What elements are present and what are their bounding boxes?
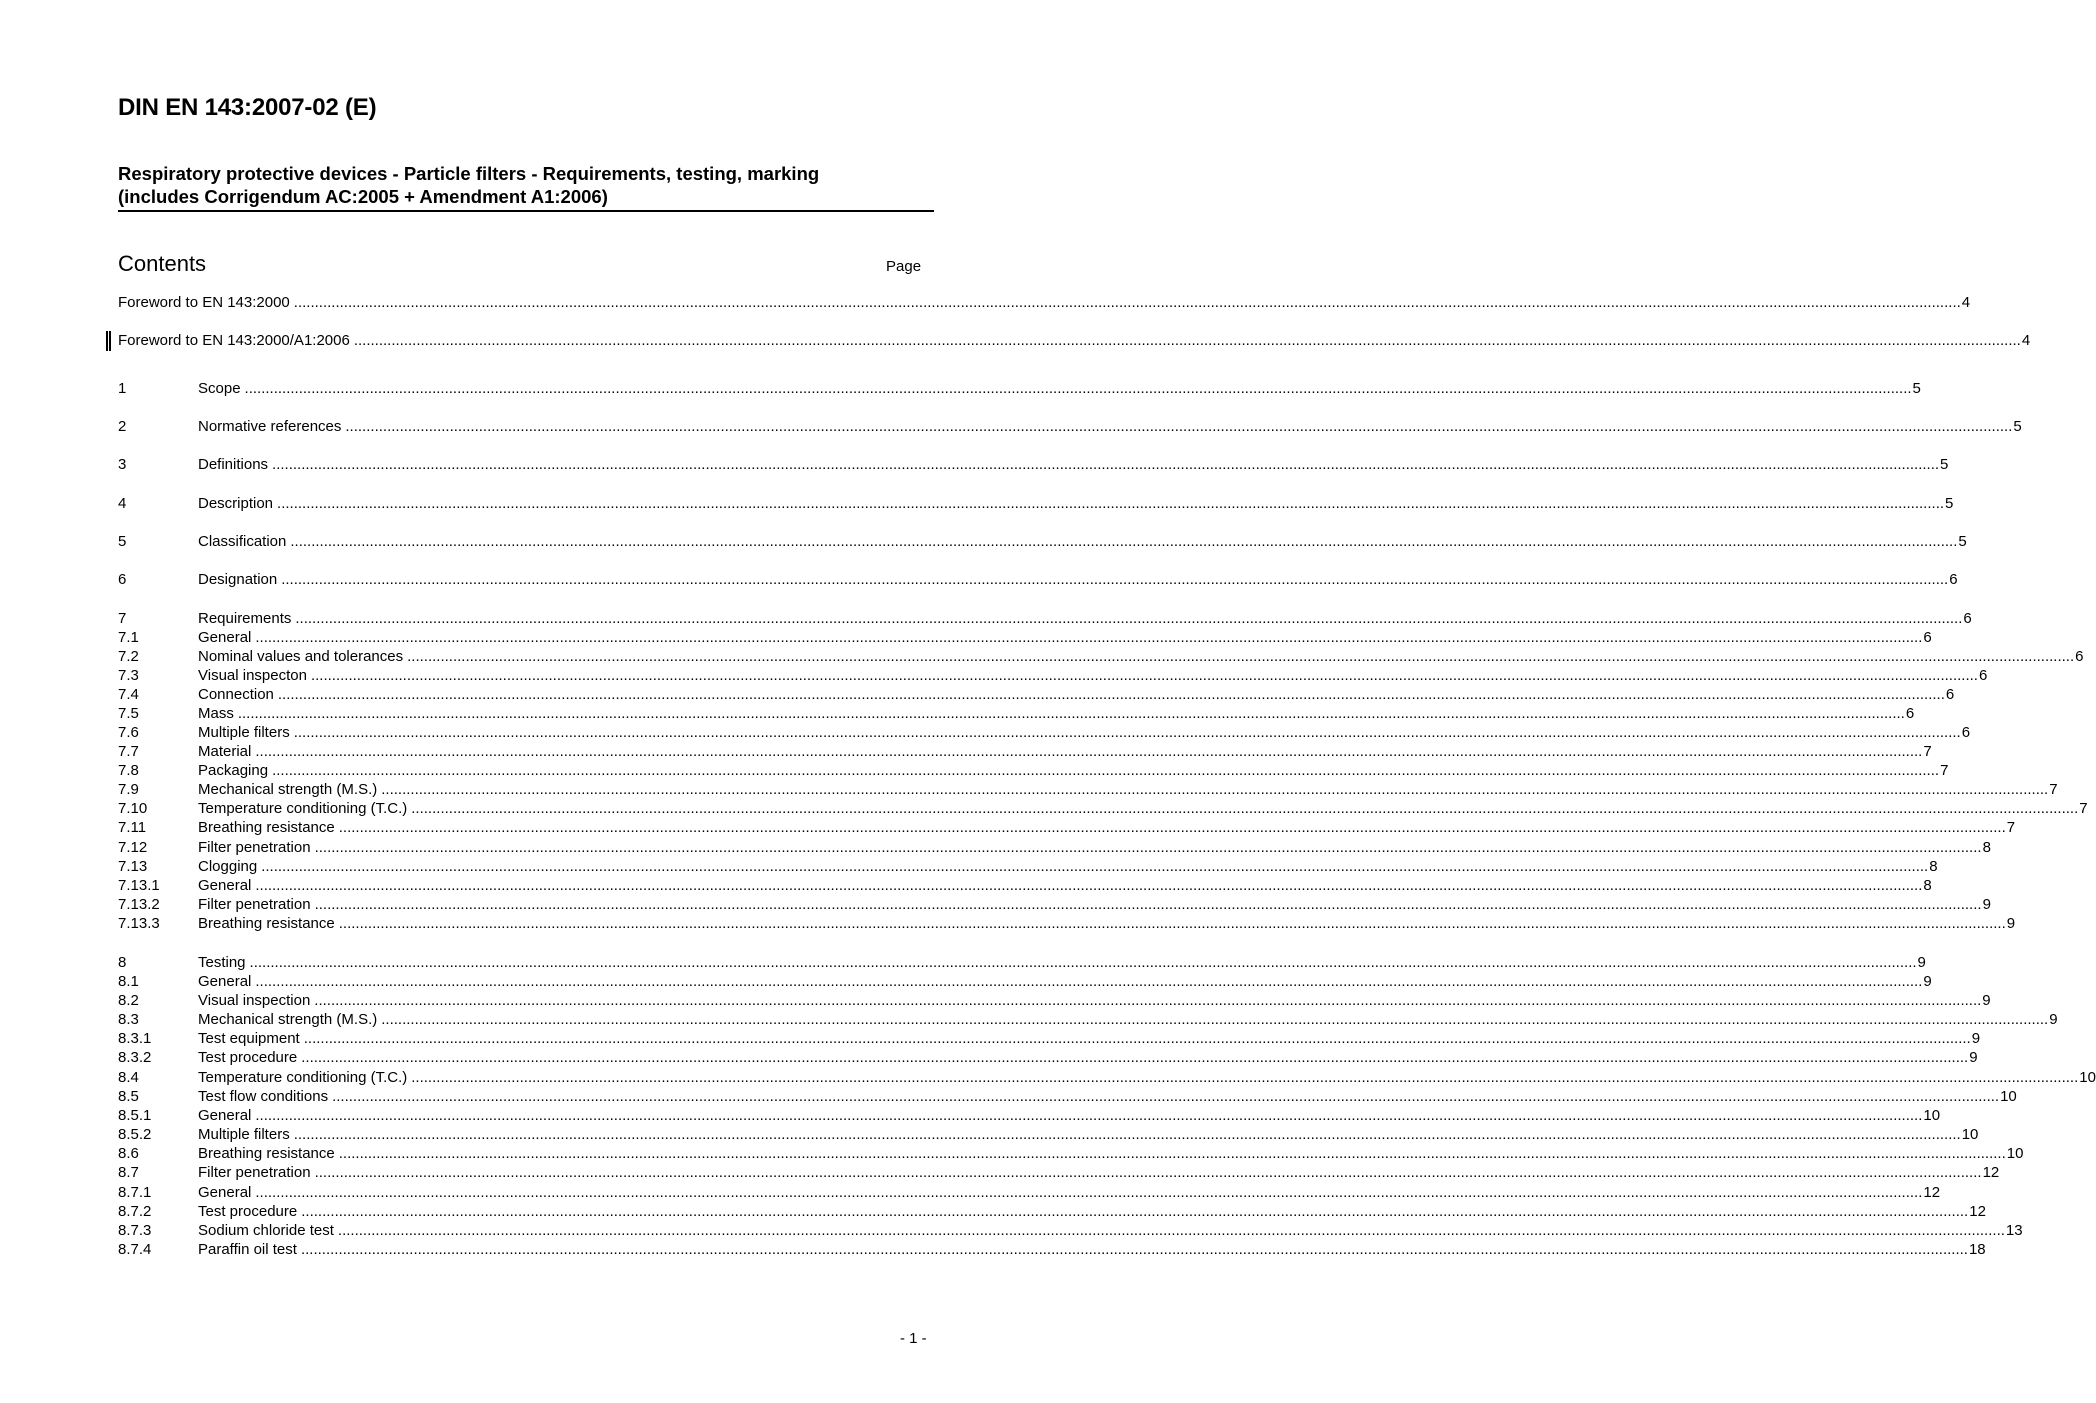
toc-entry-number: 7.13.1: [118, 877, 160, 894]
toc-entry-page: 4: [1961, 294, 1971, 311]
toc-entry-number: 8.3: [118, 1011, 139, 1028]
toc-entry-title: Test procedure: [198, 1049, 298, 1066]
toc-leader-dots: ................................................................................................................................................................................................................................................................................................................................................................................................................: [255, 629, 1923, 646]
toc-entry[interactable]: [118, 570, 1958, 589]
toc-entry-title: General: [198, 1184, 252, 1201]
toc-leader-dots: ................................................................................................................................................................................................................................................................................................................................................................................................................: [290, 533, 1958, 550]
toc-entry[interactable]: [118, 723, 1971, 742]
toc-entry-page: 5: [1958, 533, 1967, 550]
toc-entry-number: 7.6: [118, 724, 139, 741]
toc-entry[interactable]: [118, 799, 2088, 818]
toc-entry-page: 7: [2049, 781, 2058, 798]
toc-entry[interactable]: [118, 1240, 1986, 1259]
toc-entry[interactable]: [118, 742, 1932, 761]
toc-entry-number: 7.11: [118, 819, 147, 836]
page-column-label: Page: [886, 258, 922, 275]
toc-entry-title: Test procedure: [198, 1203, 298, 1220]
toc-entry-number: 8.3.2: [118, 1049, 152, 1066]
toc-entry-title: Filter penetration: [198, 1164, 311, 1181]
toc-entry-number: 2: [118, 418, 127, 435]
toc-entry[interactable]: [118, 1202, 1986, 1221]
toc-entry-page: 5: [1940, 456, 1949, 473]
toc-entry-number: 7.5: [118, 705, 139, 722]
toc-entry[interactable]: [118, 293, 1971, 312]
toc-leader-dots: ................................................................................................................................................................................................................................................................................................................................................................................................................: [345, 418, 2013, 435]
toc-entry-page: 7: [1940, 762, 1949, 779]
toc-entry-page: 8: [1923, 877, 1932, 894]
toc-leader-dots: ................................................................................................................................................................................................................................................................................................................................................................................................................: [255, 1184, 1923, 1201]
toc-entry-title: Clogging: [198, 858, 258, 875]
toc-entry-title: Sodium chloride test: [198, 1222, 334, 1239]
toc-entry-title: Connection: [198, 686, 274, 703]
toc-entry-page: 12: [1923, 1184, 1941, 1201]
toc-entry[interactable]: [118, 704, 1915, 723]
toc-entry[interactable]: [118, 1087, 2017, 1106]
toc-entry-page: 12: [1969, 1203, 1986, 1220]
toc-entry-title: Designation: [198, 571, 278, 588]
toc-entry-page: 6: [1949, 571, 1958, 588]
toc-entry-page: 13: [2005, 1222, 2023, 1239]
toc-entry[interactable]: [118, 379, 1921, 398]
toc-entry-number: 8.5: [118, 1088, 139, 1105]
toc-entry[interactable]: [118, 1183, 1941, 1202]
toc-entry-number: 7.12: [118, 839, 148, 856]
toc-entry-page: 9: [1917, 954, 1926, 971]
toc-entry-number: 8.5.2: [118, 1126, 152, 1143]
toc-entry-title: Multiple filters: [198, 1126, 290, 1143]
toc-entry-page: 7: [2006, 819, 2016, 836]
toc-entry-number: 7.7: [118, 743, 139, 760]
toc-entry[interactable]: [118, 1029, 1981, 1048]
toc-entry-number: 6: [118, 571, 127, 588]
toc-entry[interactable]: [118, 1125, 1979, 1144]
toc-leader-dots: ................................................................................................................................................................................................................................................................................................................................................................................................................: [295, 610, 1963, 627]
toc-leader-dots: ................................................................................................................................................................................................................................................................................................................................................................................................................: [411, 1069, 2079, 1086]
toc-entry-title: Mass: [198, 705, 234, 722]
toc-entry-number: 4: [118, 495, 127, 512]
toc-leader-dots: ................................................................................................................................................................................................................................................................................................................................................................................................................: [381, 1011, 2049, 1028]
toc-entry-number: 8.7.3: [118, 1222, 152, 1239]
toc-entry[interactable]: [118, 494, 1954, 513]
toc-entry-title: Temperature conditioning (T.C.): [198, 800, 408, 817]
toc-leader-dots: ................................................................................................................................................................................................................................................................................................................................................................................................................: [338, 819, 2006, 836]
toc-entry[interactable]: [118, 761, 1949, 780]
toc-entry-page: 10: [2000, 1088, 2017, 1105]
toc-entry-title: Testing: [198, 954, 246, 971]
toc-entry-page: 9: [1923, 973, 1932, 990]
toc-entry-page: 6: [1905, 705, 1915, 722]
toc-entry-number: 8.4: [118, 1069, 139, 1086]
toc-entry[interactable]: [118, 780, 2058, 799]
toc-entry-page: 7: [1923, 743, 1932, 760]
contents-heading: Contents: [118, 251, 207, 276]
toc-entry[interactable]: [118, 1221, 2023, 1240]
toc-entry-title: Paraffin oil test: [198, 1241, 297, 1258]
toc-entry-title: Visual inspecton: [198, 667, 307, 684]
toc-leader-dots: ................................................................................................................................................................................................................................................................................................................................................................................................................: [272, 456, 1940, 473]
toc-entry-title: General: [198, 973, 252, 990]
toc-entry-number: 3: [118, 456, 127, 473]
toc-entry-title: Nominal values and tolerances: [198, 648, 404, 665]
toc-entry-title: Filter penetration: [198, 896, 311, 913]
toc-leader-dots: ................................................................................................................................................................................................................................................................................................................................................................................................................: [301, 1203, 1969, 1220]
toc-entry-page: 9: [1982, 896, 1991, 913]
toc-leader-dots: ................................................................................................................................................................................................................................................................................................................................................................................................................: [303, 1030, 1971, 1047]
toc-entry[interactable]: [118, 666, 1988, 685]
toc-entry-title: Visual inspection: [198, 992, 311, 1009]
toc-entry-page: 9: [1969, 1049, 1978, 1066]
toc-entry-number: 5: [118, 533, 127, 550]
toc-entry-title: Test flow conditions: [198, 1088, 329, 1105]
toc-entry-page: 6: [1978, 667, 1988, 684]
toc-leader-dots: ................................................................................................................................................................................................................................................................................................................................................................................................................: [381, 781, 2049, 798]
toc-entry-number: 7.2: [118, 648, 139, 665]
toc-entry-number: 8.2: [118, 992, 139, 1009]
toc-entry-page: 10: [2079, 1069, 2096, 1086]
toc-entry-page: 6: [1961, 724, 1971, 741]
revision-bar-icon: [106, 331, 111, 351]
toc-entry-page: 6: [1923, 629, 1932, 646]
toc-entry[interactable]: [118, 1048, 1978, 1067]
toc-entry-title: Multiple filters: [198, 724, 290, 741]
toc-leader-dots: ................................................................................................................................................................................................................................................................................................................................................................................................................: [411, 800, 2079, 817]
toc-entry-number: 7.4: [118, 686, 139, 703]
document-subtitle: [118, 162, 934, 212]
toc-entry-number: 7.3: [118, 667, 139, 684]
toc-leader-dots: ................................................................................................................................................................................................................................................................................................................................................................................................................: [407, 648, 2075, 665]
toc-entry-title: General: [198, 1107, 252, 1124]
toc-leader-dots: ................................................................................................................................................................................................................................................................................................................................................................................................................: [255, 973, 1923, 990]
toc-leader-dots: ................................................................................................................................................................................................................................................................................................................................................................................................................: [300, 1241, 1968, 1258]
toc-leader-dots: ................................................................................................................................................................................................................................................................................................................................................................................................................: [337, 1222, 2005, 1239]
toc-entry-page: 4: [2021, 332, 2031, 349]
toc-entry-page: 5: [1945, 495, 1954, 512]
toc-entry-title: Material: [198, 743, 252, 760]
toc-entry[interactable]: [118, 818, 2016, 837]
toc-entry[interactable]: [118, 331, 2031, 350]
toc-entry-number: 8.1: [118, 973, 139, 990]
toc-leader-dots: ................................................................................................................................................................................................................................................................................................................................................................................................................: [314, 1164, 1982, 1181]
toc-entry[interactable]: [118, 455, 1949, 474]
toc-entry-number: 7.13.3: [118, 915, 160, 932]
toc-entry[interactable]: [118, 914, 2016, 933]
toc-entry-number: 7.13.2: [118, 896, 160, 913]
toc-entry-title: Breathing resistance: [198, 915, 335, 932]
toc-entry[interactable]: [118, 609, 1972, 628]
toc-entry-number: 7: [118, 610, 127, 627]
toc-entry-page: 5: [1912, 380, 1921, 397]
toc-entry-number: 7.1: [118, 629, 139, 646]
toc-entry-page: 10: [2006, 1145, 2024, 1162]
toc-entry[interactable]: [118, 1144, 2024, 1163]
toc-entry-title: Breathing resistance: [198, 1145, 335, 1162]
toc-entry-number: 8.6: [118, 1145, 139, 1162]
toc-entry-title: Requirements: [198, 610, 292, 627]
toc-entry[interactable]: [118, 1106, 1941, 1125]
toc-entry-number: 8.7.4: [118, 1241, 152, 1258]
document-title: DIN EN 143:2007-02 (E): [118, 94, 377, 121]
toc-leader-dots: ................................................................................................................................................................................................................................................................................................................................................................................................................: [272, 762, 1940, 779]
toc-entry[interactable]: [118, 972, 1932, 991]
toc-entry[interactable]: [118, 838, 1991, 857]
toc-entry-title: Normative references: [198, 418, 342, 435]
toc-entry-title: Filter penetration: [198, 839, 311, 856]
toc-entry-number: 8: [118, 954, 127, 971]
toc-entry-title: Foreword to EN 143:2000: [118, 294, 290, 311]
toc-leader-dots: ................................................................................................................................................................................................................................................................................................................................................................................................................: [314, 896, 1982, 913]
toc-leader-dots: ................................................................................................................................................................................................................................................................................................................................................................................................................: [255, 1107, 1923, 1124]
toc-leader-dots: ................................................................................................................................................................................................................................................................................................................................................................................................................: [338, 1145, 2006, 1162]
toc-entry[interactable]: [118, 1068, 2096, 1087]
toc-entry-number: 8.3.1: [118, 1030, 152, 1047]
toc-entry[interactable]: [118, 417, 2022, 436]
toc-entry-page: 9: [2006, 915, 2016, 932]
toc-leader-dots: ................................................................................................................................................................................................................................................................................................................................................................................................................: [353, 332, 2021, 349]
toc-entry[interactable]: [118, 685, 1955, 704]
toc-entry-title: Temperature conditioning (T.C.): [198, 1069, 408, 1086]
footer-page-number: - 1 -: [900, 1330, 927, 1347]
toc-entry-title: Test equipment: [198, 1030, 300, 1047]
toc-entry-title: Definitions: [198, 456, 269, 473]
toc-leader-dots: ................................................................................................................................................................................................................................................................................................................................................................................................................: [277, 495, 1945, 512]
toc-leader-dots: ................................................................................................................................................................................................................................................................................................................................................................................................................: [255, 743, 1923, 760]
toc-entry-page: 5: [2013, 418, 2022, 435]
toc-entry-page: 12: [1982, 1164, 2000, 1181]
toc-entry-number: 8.5.1: [118, 1107, 152, 1124]
toc-leader-dots: ................................................................................................................................................................................................................................................................................................................................................................................................................: [293, 294, 1961, 311]
toc-entry-title: Scope: [198, 380, 241, 397]
toc-entry[interactable]: [118, 953, 1926, 972]
toc-entry-page: 8: [1929, 858, 1938, 875]
toc-entry-page: 8: [1982, 839, 1991, 856]
toc-leader-dots: ................................................................................................................................................................................................................................................................................................................................................................................................................: [293, 724, 1961, 741]
toc-entry-title: Packaging: [198, 762, 269, 779]
toc-entry-title: General: [198, 629, 252, 646]
toc-entry[interactable]: [118, 895, 1991, 914]
toc-entry-number: 8.7.1: [118, 1184, 152, 1201]
subtitle-line-2: (includes Corrigendum AC:2005 + Amendment A1:2006): [118, 186, 608, 207]
toc-leader-dots: ................................................................................................................................................................................................................................................................................................................................................................................................................: [314, 839, 1982, 856]
toc-entry[interactable]: [118, 857, 1938, 876]
toc-entry-number: 7.13: [118, 858, 148, 875]
toc-entry-title: Mechanical strength (M.S.): [198, 781, 378, 798]
toc-entry-page: 10: [1923, 1107, 1941, 1124]
toc-entry-page: 9: [1971, 1030, 1981, 1047]
toc-leader-dots: ................................................................................................................................................................................................................................................................................................................................................................................................................: [301, 1049, 1969, 1066]
toc-entry-title: Classification: [198, 533, 287, 550]
toc-entry[interactable]: [118, 876, 1932, 895]
toc-entry[interactable]: [118, 991, 1991, 1010]
toc-leader-dots: ................................................................................................................................................................................................................................................................................................................................................................................................................: [237, 705, 1905, 722]
toc-entry-title: Foreword to EN 143:2000/A1:2006: [118, 332, 350, 349]
toc-entry-title: General: [198, 877, 252, 894]
toc-entry-number: 8.7: [118, 1164, 139, 1181]
toc-entry[interactable]: [118, 1010, 2058, 1029]
toc-entry-number: 7.9: [118, 781, 139, 798]
toc-leader-dots: ................................................................................................................................................................................................................................................................................................................................................................................................................: [277, 686, 1945, 703]
toc-leader-dots: ................................................................................................................................................................................................................................................................................................................................................................................................................: [281, 571, 1949, 588]
toc-entry-page: 9: [1982, 992, 1991, 1009]
toc-entry-number: 7.8: [118, 762, 139, 779]
toc-entry-title: Mechanical strength (M.S.): [198, 1011, 378, 1028]
toc-leader-dots: ................................................................................................................................................................................................................................................................................................................................................................................................................: [314, 992, 1982, 1009]
toc-entry[interactable]: [118, 628, 1932, 647]
toc-entry-page: 6: [1963, 610, 1972, 627]
toc-entry-page: 6: [1945, 686, 1955, 703]
toc-entry-title: Breathing resistance: [198, 819, 335, 836]
toc-leader-dots: ................................................................................................................................................................................................................................................................................................................................................................................................................: [293, 1126, 1961, 1143]
toc-leader-dots: ................................................................................................................................................................................................................................................................................................................................................................................................................: [244, 380, 1912, 397]
toc-entry-page: 18: [1968, 1241, 1986, 1258]
toc-entry[interactable]: [118, 1163, 2000, 1182]
toc-entry-page: 7: [2079, 800, 2088, 817]
toc-entry[interactable]: [118, 647, 2084, 666]
toc-entry-page: 10: [1961, 1126, 1979, 1143]
toc-entry[interactable]: [118, 532, 1967, 551]
subtitle-line-1: Respiratory protective devices - Particle filters - Requirements, testing, marking: [118, 163, 820, 184]
toc-entry-page: 6: [2075, 648, 2084, 665]
toc-leader-dots: ................................................................................................................................................................................................................................................................................................................................................................................................................: [332, 1088, 2000, 1105]
toc-entry-title: Description: [198, 495, 274, 512]
toc-entry-page: 9: [2049, 1011, 2058, 1028]
toc-leader-dots: ................................................................................................................................................................................................................................................................................................................................................................................................................: [255, 877, 1923, 894]
toc-leader-dots: ................................................................................................................................................................................................................................................................................................................................................................................................................: [261, 858, 1929, 875]
toc-leader-dots: ................................................................................................................................................................................................................................................................................................................................................................................................................: [310, 667, 1978, 684]
toc-entry-number: 7.10: [118, 800, 148, 817]
toc-leader-dots: ................................................................................................................................................................................................................................................................................................................................................................................................................: [249, 954, 1917, 971]
toc-entry-number: 8.7.2: [118, 1203, 152, 1220]
toc-leader-dots: ................................................................................................................................................................................................................................................................................................................................................................................................................: [338, 915, 2006, 932]
toc-entry-number: 1: [118, 380, 127, 397]
